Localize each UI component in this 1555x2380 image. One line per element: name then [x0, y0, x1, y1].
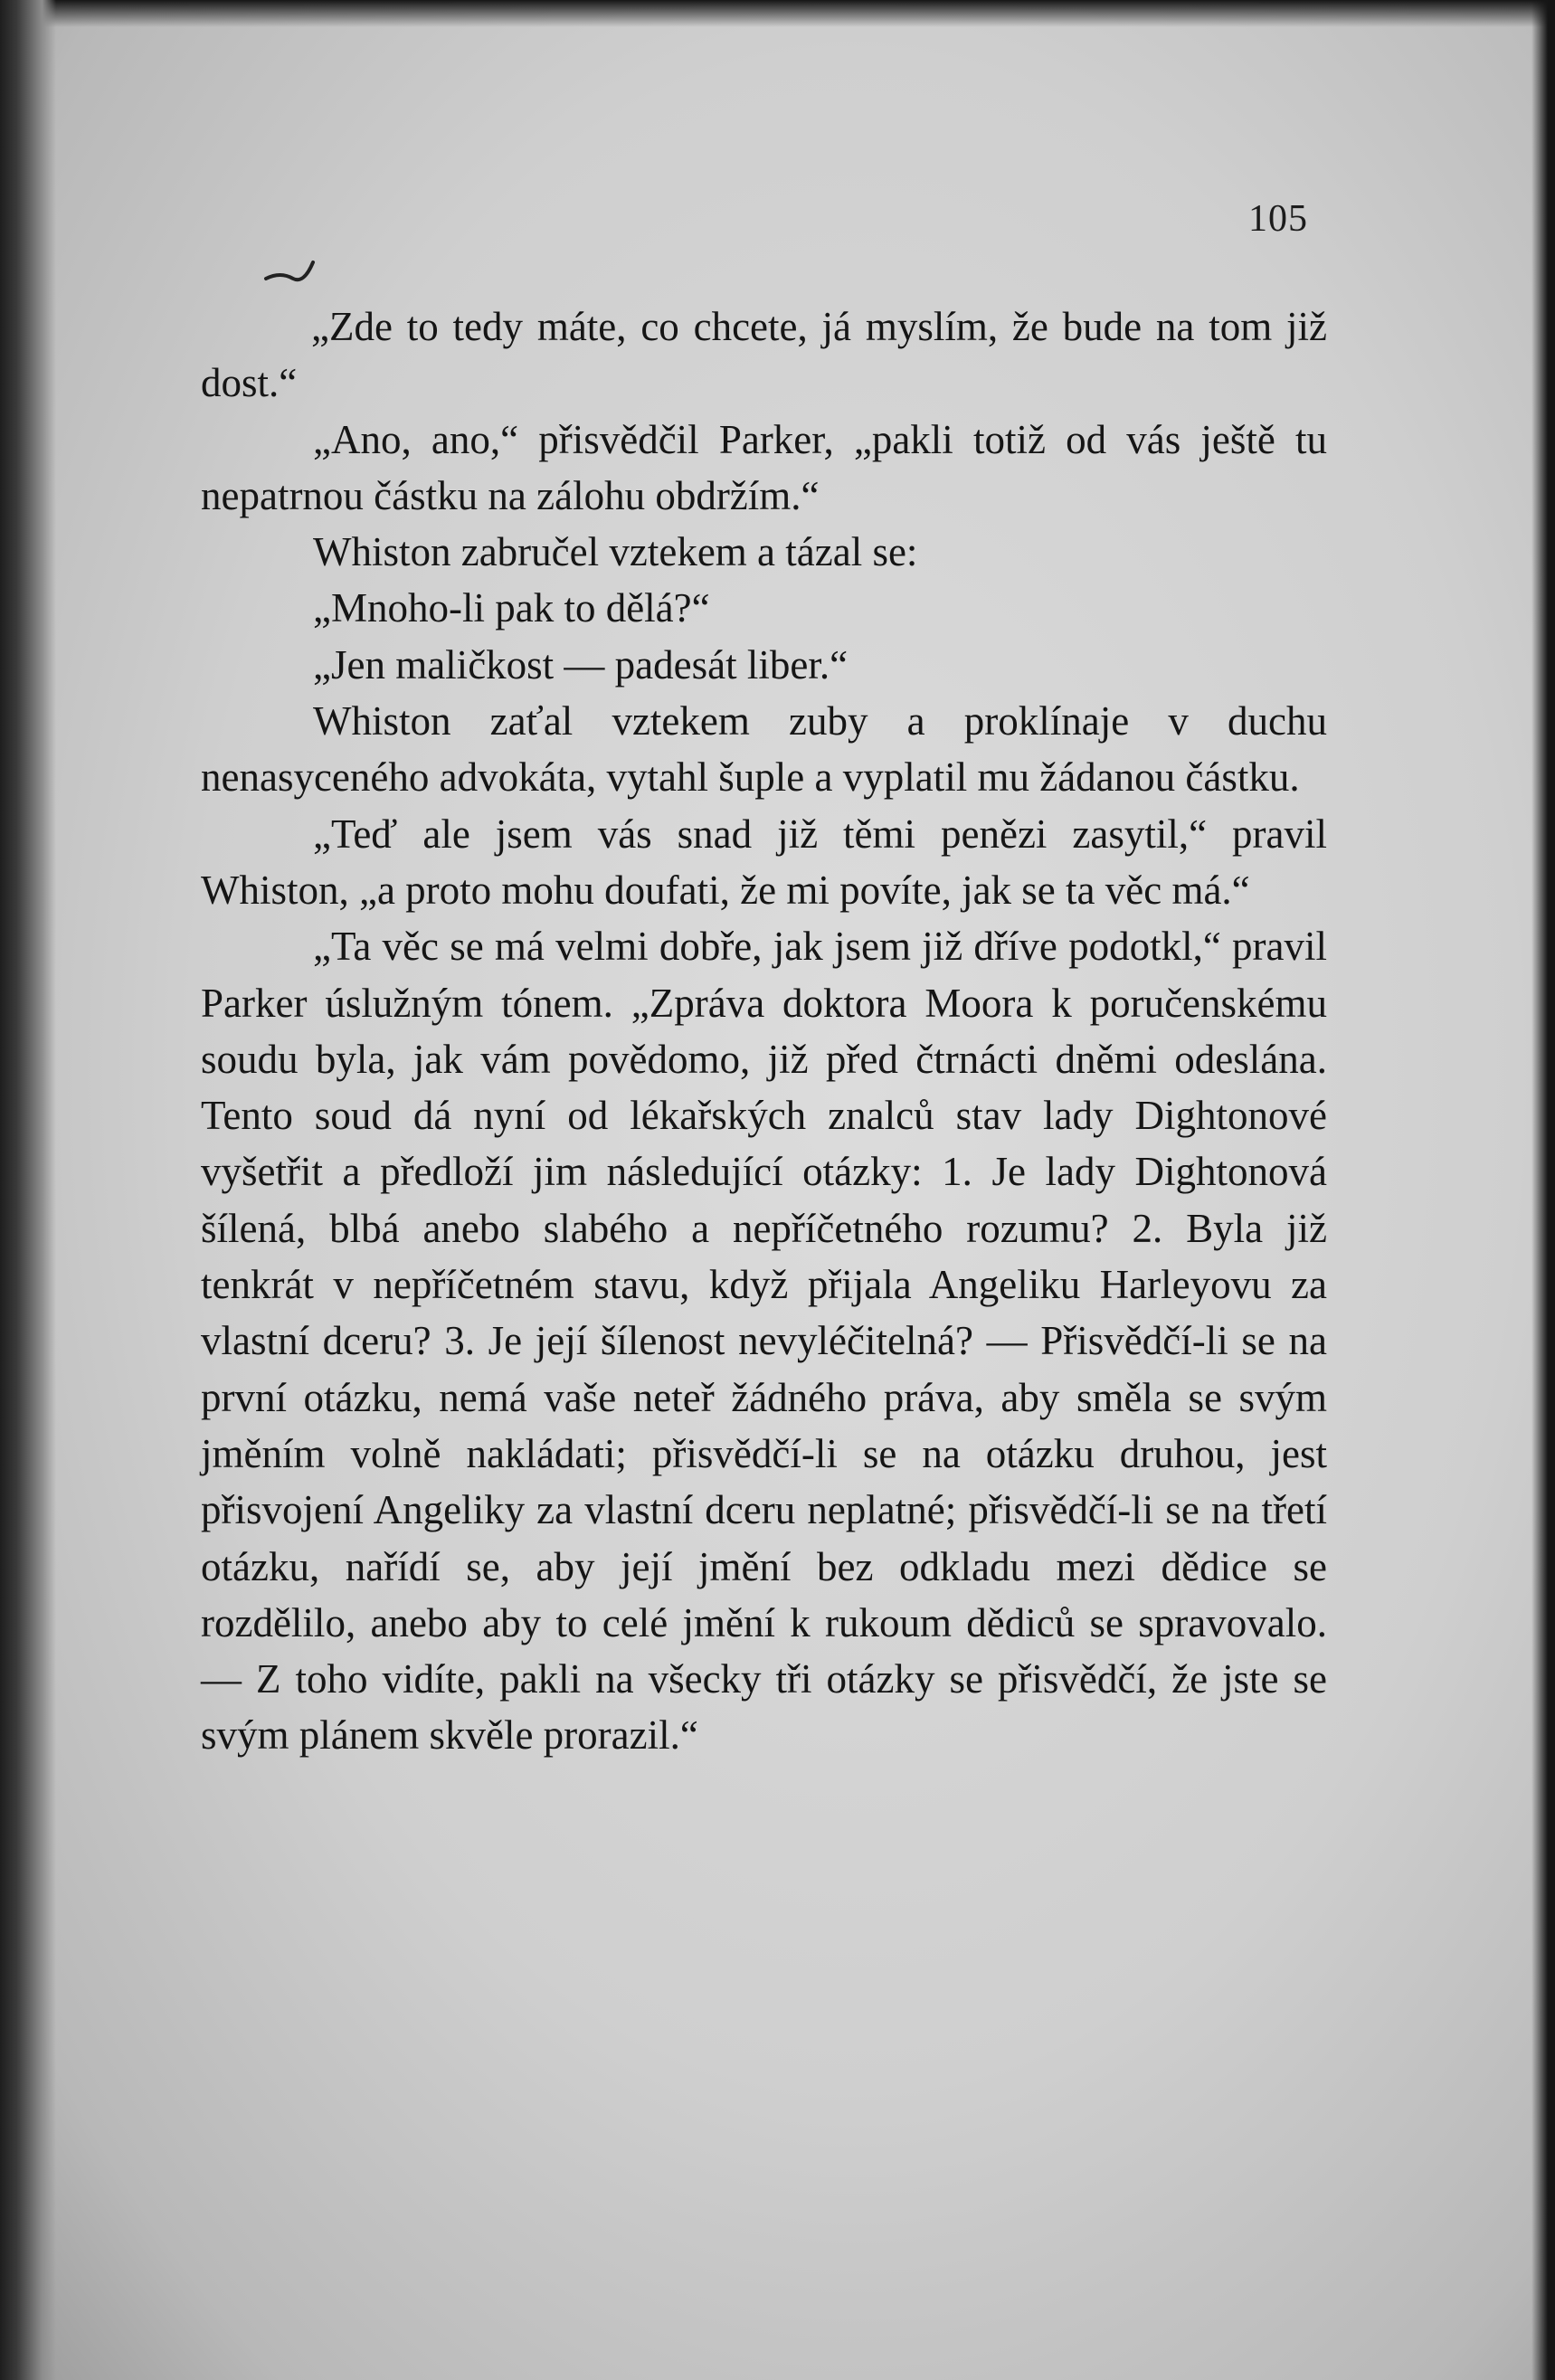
page-top-shadow [0, 0, 1555, 27]
pen-mark-icon [262, 251, 326, 288]
paragraph: „Ta věc se má velmi dobře, jak jsem již dříve podotkl,“ pravil Parker úslužným tónem. „Zpráva doktora Moora k poručenskému soudu byla, jak vám povědomo, již před čtrnácti dněmi odeslána. Tento soud dá nyní od lékařských znalců stav lady Dightonové vyšetřit a předloží jim následující otázky: 1. Je lady Dightonová šílená, blbá anebo slabého a nepříčetného rozumu? 2. Byla již tenkrát v nepříčetném stavu, když přijala Angeliku Harleyovu za vlastní dceru? 3. Je její šílenost nevyléčitelná? — Přisvědčí-li se na první otázku, nemá vaše neteř žádného práva, aby směla se svým jměním volně nakládati; přisvědčí-li se na otázku druhou, jest přisvojení Angeliky za vlastní dceru neplatné; přisvědčí-li se na třetí otázku, nařídí se, aby její jmění bez odkladu mezi dědice se rozdělilo, anebo aby to celé jmění k rukoum dědiců se spravovalo. — Z toho vidíte, pakli na všecky tři otázky se přisvědčí, že jste se svým plánem skvěle prorazil.“ [201, 924, 1327, 1759]
body-text [201, 299, 1327, 1764]
paragraph: „Teď ale jsem vás snad již těmi penězi zasytil,“ pravil Whiston, „a proto mohu doufati, že mi povíte, jak se ta věc má.“ [201, 811, 1327, 913]
paragraph: Whiston zaťal vztekem zuby a proklínaje v duchu nenasyceného advokáta, vytahl šuple a vyplatil mu žádanou částku. [201, 698, 1327, 801]
paragraph: „Mnoho-li pak to dělá?“ [313, 585, 710, 631]
page-number: 105 [1248, 198, 1308, 240]
paragraph: Whiston zabručel vztekem a tázal se: [313, 529, 918, 575]
paragraph: „Jen maličkost — padesát liber.“ [313, 641, 849, 687]
binding-edge [0, 0, 56, 2380]
page-right-shadow [1531, 0, 1555, 2380]
paragraph: „Zde to tedy máte, co chcete, já myslím, že bude na tom již dost.“ [201, 304, 1327, 406]
paragraph: „Ano, ano,“ přisvědčil Parker, „pakli totiž od vás ještě tu nepatrnou částku na zálohu obdržím.“ [201, 416, 1327, 518]
